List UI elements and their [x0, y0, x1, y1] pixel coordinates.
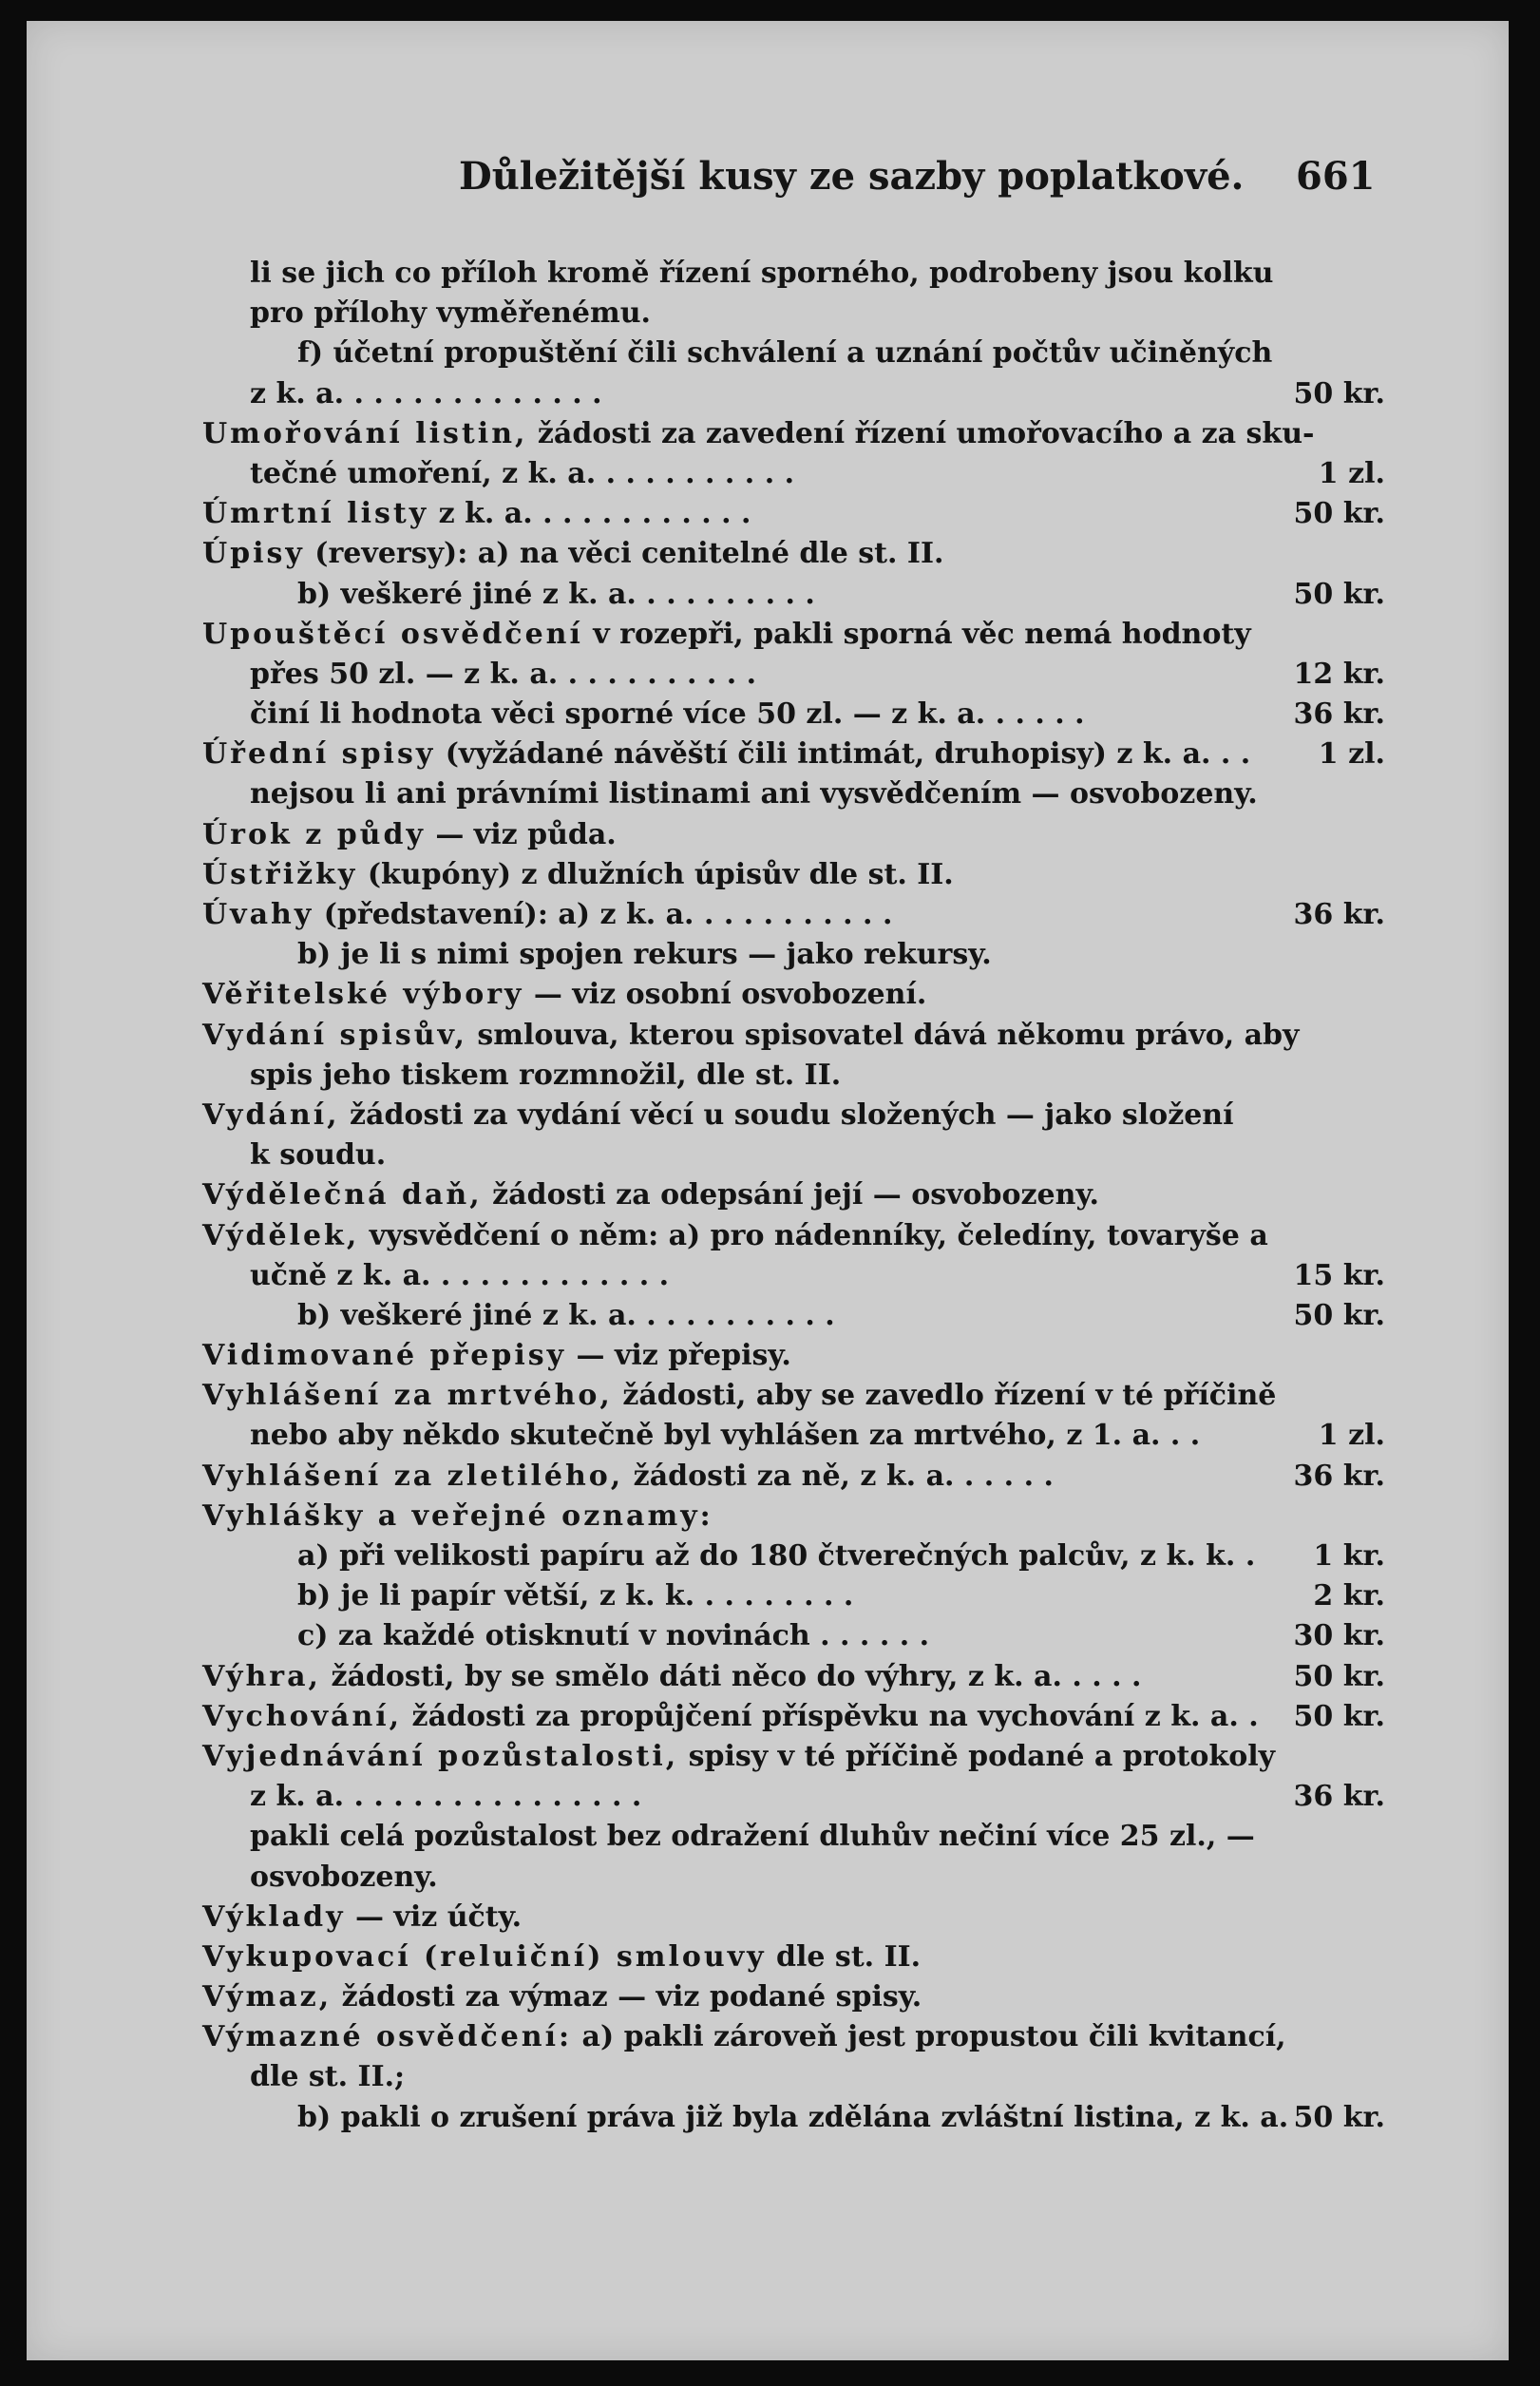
entry-description: spisy v té příčině podané a protokoly: [678, 1739, 1276, 1773]
entry-line: [174, 1497, 1385, 1537]
entry-description: vysvědčení o něm: a) pro nádenníky, čeledíny, tovaryše a: [359, 1218, 1268, 1252]
entry-description: b) veškeré jiné z k. a. . . . . . . . . . .: [297, 1298, 835, 1332]
line-text: [202, 414, 1314, 454]
entry-term: Výdělek,: [202, 1218, 360, 1252]
text-line: [174, 1576, 1385, 1616]
entry-description: — viz osobní osvobození.: [523, 978, 927, 1012]
line-text: [250, 1256, 669, 1296]
text-line: [174, 2057, 1385, 2097]
entry-description: žádosti za zavedení řízení umořovacího a za sku-: [527, 416, 1315, 450]
entry-term: Vydání,: [202, 1098, 340, 1132]
text-line: [174, 454, 1385, 494]
fee-value: 50 kr.: [1293, 2100, 1385, 2134]
entry-line: [174, 1096, 1385, 1136]
entry-line: [174, 895, 1385, 935]
line-text: [202, 895, 892, 935]
page-header: [27, 154, 1509, 211]
entry-description: b) pakli o zrušení práva již byla zdělána zvláštní listina, z k. a.: [297, 2100, 1289, 2134]
text-line: [174, 1817, 1385, 1857]
line-text: [202, 1977, 922, 2017]
entry-line: [174, 494, 1385, 534]
entry-description: k soudu.: [250, 1138, 387, 1173]
fee-value: 36 kr.: [1293, 1459, 1385, 1493]
line-text: [297, 1296, 835, 1336]
entry-description: c) za každé otisknutí v novinách . . . . . .: [297, 1619, 930, 1653]
line-text: [250, 695, 1085, 735]
entry-line: [174, 1216, 1385, 1256]
line-text: [202, 2017, 1286, 2057]
entry-description: nejsou li ani právními listinami ani vysvědčením — osvobozeny.: [250, 777, 1258, 811]
entry-description: pakli celá pozůstalost bez odražení dluhův nečiní více 25 zl., —: [250, 1820, 1255, 1854]
fee-value: 50 kr.: [1293, 1699, 1385, 1733]
entry-description: pro přílohy vyměřenému.: [250, 296, 651, 331]
entry-description: přes 50 zl. — z k. a. . . . . . . . . . .: [250, 657, 757, 691]
line-text: [202, 1937, 921, 1977]
line-text: [250, 1416, 1200, 1456]
entry-description: učně z k. a. . . . . . . . . . . . .: [250, 1258, 670, 1292]
line-text: [202, 534, 943, 574]
fee-value: 50 kr.: [1293, 577, 1385, 611]
entry-description: (vyžádané návěští čili intimát, druhopisy) z k. a. . .: [435, 737, 1251, 772]
text-line: [174, 655, 1385, 695]
entry-description: tečné umoření, z k. a. . . . . . . . . . .: [250, 456, 795, 490]
line-text: [202, 1216, 1268, 1256]
entry-description: žádosti za ně, z k. a. . . . . .: [623, 1459, 1054, 1493]
entry-term: Úrok z půdy: [202, 817, 426, 851]
line-text: [250, 254, 1273, 294]
text-line: [174, 254, 1385, 294]
entry-description: žádosti za vydání věcí u soudu složených — jako složení: [339, 1098, 1234, 1132]
line-text: [202, 1457, 1054, 1497]
entry-line: [174, 1016, 1385, 1056]
entry-term: Výmaz,: [202, 1980, 333, 2014]
entry-term: Vidimované přepisy: [202, 1339, 567, 1373]
entry-term: Úřední spisy: [202, 737, 436, 772]
fee-value: 36 kr.: [1293, 697, 1385, 732]
line-text: [202, 855, 954, 895]
entry-line: [174, 615, 1385, 655]
line-text: [250, 1817, 1255, 1857]
line-text: [202, 815, 617, 855]
entry-description: smlouva, kterou spisovatel dává někomu právo, aby: [466, 1018, 1300, 1052]
entry-line: [174, 855, 1385, 895]
text-line: [174, 695, 1385, 735]
entry-description: — viz přepisy.: [566, 1339, 791, 1373]
entry-description: žádosti za odepsání její — osvobozeny.: [482, 1178, 1099, 1212]
entry-line: [174, 975, 1385, 1015]
entry-line: [174, 1336, 1385, 1376]
line-text: [202, 1096, 1234, 1136]
text-line: [174, 334, 1385, 373]
line-text: [202, 1497, 713, 1537]
entry-description: (kupóny) z dlužních úpisův dle st. II.: [357, 857, 954, 891]
entry-line: [174, 1977, 1385, 2017]
fee-value: 2 kr.: [1313, 1579, 1385, 1613]
fee-value: 12 kr.: [1293, 657, 1385, 691]
text-line: [174, 1256, 1385, 1296]
entry-description: z k. a. . . . . . . . . . . . . . . .: [250, 1780, 642, 1814]
entry-term: Úpisy: [202, 537, 305, 571]
text-line: [174, 1858, 1385, 1898]
text-line: [174, 575, 1385, 615]
text-line: [174, 1777, 1385, 1817]
entry-line: [174, 1457, 1385, 1497]
entry-term: Upouštěcí osvědčení: [202, 617, 583, 651]
line-text: [202, 1657, 1141, 1697]
text-line: [174, 935, 1385, 975]
entry-description: b) je li s nimi spojen rekurs — jako rekursy.: [297, 938, 992, 972]
entry-description: žádosti, by se smělo dáti něco do výhry, z k. a. . . . .: [321, 1659, 1142, 1693]
line-text: [202, 1376, 1276, 1416]
entry-term: Výmazné osvědčení:: [202, 2020, 573, 2054]
text-line: [174, 1296, 1385, 1336]
line-text: [202, 615, 1251, 655]
line-text: [202, 735, 1250, 774]
entry-line: [174, 2017, 1385, 2057]
fee-value: 36 kr.: [1293, 1780, 1385, 1814]
fee-value: 30 kr.: [1293, 1619, 1385, 1653]
entry-description: osvobozeny.: [250, 1860, 438, 1894]
entry-line: [174, 1737, 1385, 1777]
entry-line: [174, 1657, 1385, 1697]
line-text: [202, 1016, 1299, 1056]
running-title: Důležitější kusy ze sazby poplatkové.: [459, 154, 1245, 199]
entry-line: [174, 1175, 1385, 1215]
text-line: [174, 294, 1385, 334]
entry-line: [174, 534, 1385, 574]
entry-term: Věřitelské výbory: [202, 978, 524, 1012]
fee-value: 50 kr.: [1293, 497, 1385, 531]
entry-term: Ústřižky: [202, 857, 358, 891]
fee-value: 36 kr.: [1293, 898, 1385, 931]
entry-description: a) pakli zároveň jest propustou čili kvitancí,: [572, 2020, 1286, 2054]
line-text: [202, 1336, 791, 1376]
entry-description: dle st. II.;: [250, 2060, 406, 2094]
entry-description: z k. a. . . . . . . . . . . . . .: [250, 376, 602, 410]
line-text: [250, 454, 794, 494]
page: [27, 21, 1509, 2360]
line-text: [297, 2098, 1288, 2138]
entry-description: nebo aby někdo skutečně byl vyhlášen za mrtvého, z 1. a. . .: [250, 1419, 1201, 1453]
entry-line: [174, 735, 1385, 774]
text-line: [174, 1056, 1385, 1096]
line-text: [250, 1136, 386, 1175]
line-text: [297, 575, 815, 615]
entry-description: b) veškeré jiné z k. a. . . . . . . . . .: [297, 577, 815, 611]
entry-term: Vykupovací (reluiční) smlouvy: [202, 1939, 767, 1974]
entry-term: Úvahy: [202, 898, 314, 931]
entry-term: Vychování,: [202, 1699, 403, 1733]
entry-description: žádosti za propůjčení příspěvku na vychování z k. a. .: [402, 1699, 1259, 1733]
line-text: [297, 334, 1272, 373]
entry-line: [174, 1898, 1385, 1937]
entry-description: b) je li papír větší, z k. k. . . . . . . . .: [297, 1579, 854, 1613]
entry-description: — viz půda.: [425, 817, 617, 851]
text-line: [174, 1136, 1385, 1175]
line-text: [250, 774, 1258, 814]
line-text: [297, 1576, 853, 1616]
entry-description: — viz účty.: [345, 1899, 523, 1934]
entry-description: li se jich co příloh kromě řízení sporného, podrobeny jsou kolku: [250, 257, 1274, 290]
entry-line: [174, 1376, 1385, 1416]
fee-value: 1 zl.: [1318, 456, 1385, 490]
entry-term: Vyhlášky a veřejné oznamy:: [202, 1498, 713, 1533]
entry-term: Vyjednávání pozůstalosti,: [202, 1739, 679, 1773]
entry-term: Vydání spisův,: [202, 1018, 467, 1052]
fee-value: 1 zl.: [1318, 1419, 1385, 1453]
entry-line: [174, 1697, 1385, 1737]
line-text: [250, 1777, 641, 1817]
entry-description: a) při velikosti papíru až do 180 čtverečných palcův, z k. k. .: [297, 1539, 1256, 1573]
entry-description: činí li hodnota věci sporné více 50 zl. — z k. a. . . . . .: [250, 697, 1085, 732]
entry-line: [174, 1937, 1385, 1977]
line-text: [250, 655, 756, 695]
entry-description: žádosti, aby se zavedlo řízení v té příčině: [612, 1379, 1277, 1413]
line-text: [250, 1056, 841, 1096]
fee-value: 50 kr.: [1293, 376, 1385, 410]
entry-description: (představení): a) z k. a. . . . . . . . . . .: [314, 898, 893, 931]
line-text: [202, 494, 751, 534]
entry-term: Vyhlášení za mrtvého,: [202, 1379, 613, 1413]
text-line: [174, 374, 1385, 414]
line-text: [297, 1616, 929, 1656]
entry-term: Umořování listin,: [202, 416, 528, 450]
line-text: [202, 1175, 1099, 1215]
line-text: [297, 935, 992, 975]
line-text: [202, 975, 926, 1015]
fee-value: 1 zl.: [1318, 737, 1385, 772]
text-line: [174, 1537, 1385, 1576]
line-text: [202, 1737, 1275, 1777]
text-line: [174, 2098, 1385, 2138]
entry-term: Vyhlášení za zletilého,: [202, 1459, 624, 1493]
page-number: 661: [1296, 154, 1376, 199]
entry-term: Výdělečná daň,: [202, 1178, 483, 1212]
entry-description: v rozepři, pakli sporná věc nemá hodnoty: [582, 617, 1251, 651]
entry-description: žádosti za výmaz — viz podané spisy.: [332, 1980, 922, 2014]
fee-value: 50 kr.: [1293, 1659, 1385, 1693]
entry-description: (reversy): a) na věci cenitelné dle st. II.: [304, 537, 944, 571]
line-text: [250, 374, 602, 414]
entry-description: f) účetní propuštění čili schválení a uznání počtův učiněných: [297, 336, 1273, 371]
fee-value: 50 kr.: [1293, 1298, 1385, 1332]
entry-description: spis jeho tiskem rozmnožil, dle st. II.: [250, 1058, 842, 1092]
entry-description: dle st. II.: [766, 1939, 922, 1974]
entry-term: Výhra,: [202, 1659, 321, 1693]
line-text: [297, 1537, 1255, 1576]
fee-value: 15 kr.: [1293, 1258, 1385, 1292]
entry-term: Úmrtní listy: [202, 497, 429, 531]
entry-line: [174, 815, 1385, 855]
text-line: [174, 774, 1385, 814]
line-text: [250, 294, 651, 334]
line-text: [250, 1858, 438, 1898]
text-line: [174, 1616, 1385, 1656]
text-line: [174, 1416, 1385, 1456]
entry-term: Výklady: [202, 1899, 346, 1934]
entry-description: z k. a. . . . . . . . . . . .: [428, 497, 751, 531]
line-text: [250, 2057, 405, 2097]
entry-line: [174, 414, 1385, 454]
line-text: [202, 1898, 522, 1937]
line-text: [202, 1697, 1259, 1737]
page-body: [174, 254, 1385, 2138]
fee-value: 1 kr.: [1313, 1539, 1385, 1573]
